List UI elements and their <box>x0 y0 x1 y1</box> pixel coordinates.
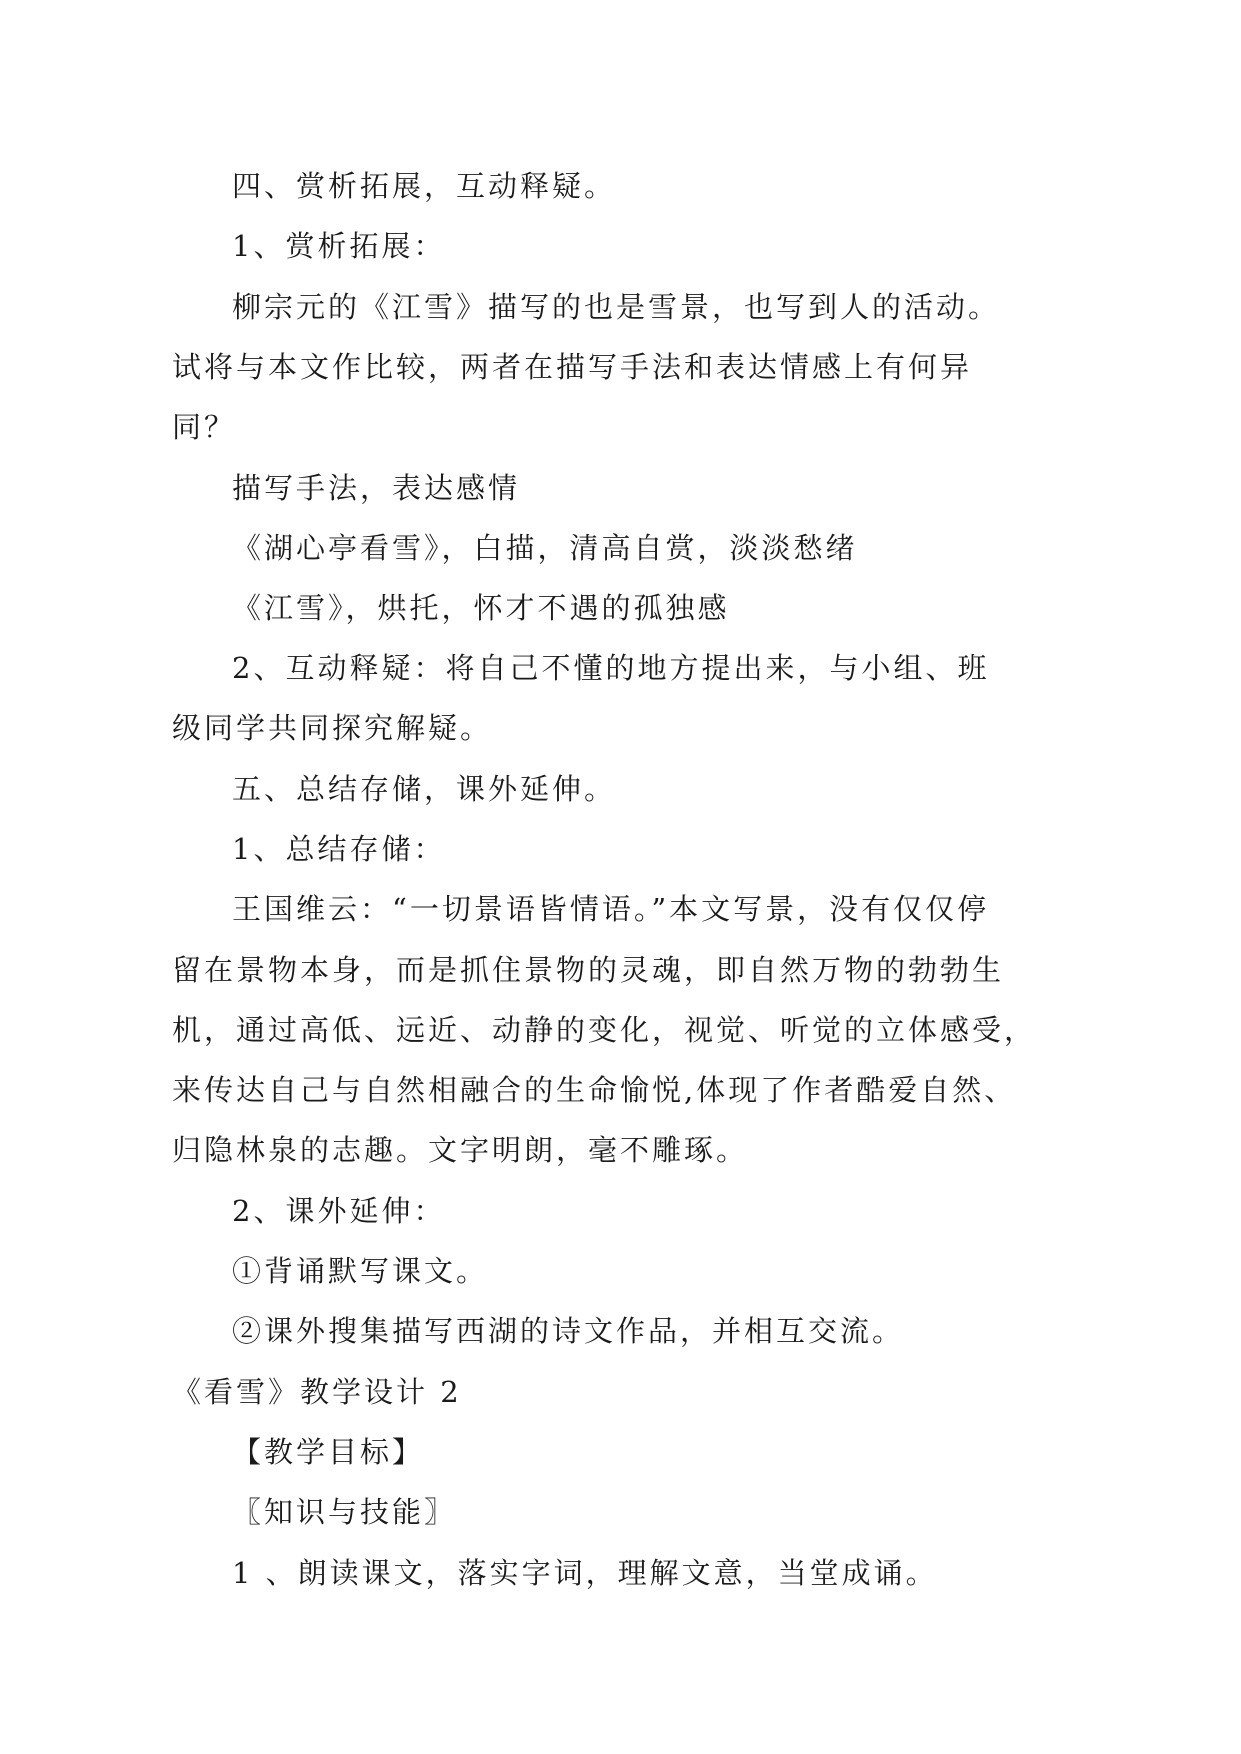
section-heading: 四、赏析拓展，互动释疑。 <box>232 169 617 203</box>
section-heading: 【教学目标】 <box>232 1435 425 1469</box>
document-title: 《看雪》教学设计 2 <box>172 1375 462 1409</box>
paragraph-line: 级同学共同探究解疑。 <box>172 711 493 745</box>
list-item: ②课外搜集描写西湖的诗文作品，并相互交流。 <box>232 1314 905 1348</box>
paragraph-line: 同？ <box>172 410 237 444</box>
subsection-heading: 1、总结存储： <box>232 832 446 866</box>
subsection-heading: 1、赏析拓展： <box>232 229 446 263</box>
comparison-row: 《湖心亭看雪》，白描，清高自赏，淡淡愁绪 <box>232 531 858 565</box>
comparison-row: 《江雪》，烘托，怀才不遇的孤独感 <box>232 591 730 625</box>
list-item: ①背诵默写课文。 <box>232 1254 489 1288</box>
paragraph-line: 归隐林泉的志趣。文字明朗，毫不雕琢。 <box>172 1133 749 1167</box>
paragraph-line: 柳宗元的《江雪》描写的也是雪景，也写到人的活动。 <box>232 290 1001 324</box>
paragraph-line: 留在景物本身，而是抓住景物的灵魂，即自然万物的勃勃生 <box>172 953 1005 987</box>
comparison-header: 描写手法，表达感情 <box>232 471 521 505</box>
paragraph-line: 2、互动释疑：将自己不懂的地方提出来，与小组、班 <box>232 651 990 685</box>
paragraph-line: 试将与本文作比较，两者在描写手法和表达情感上有何异 <box>172 350 973 384</box>
section-heading: 五、总结存储，课外延伸。 <box>232 772 617 806</box>
subsection-heading: 〖知识与技能〗 <box>232 1495 457 1529</box>
paragraph-line: 王国维云：“一切景语皆情语。”本文写景，没有仅仅停 <box>232 892 990 926</box>
paragraph-line: 来传达自己与自然相融合的生命愉悦,体现了作者酷爱自然、 <box>172 1073 1017 1107</box>
paragraph-line: 机，通过高低、远近、动静的变化，视觉、听觉的立体感受， <box>172 1013 1037 1047</box>
list-item: 1 、朗读课文，落实字词，理解文意，当堂成诵。 <box>232 1556 938 1590</box>
subsection-heading: 2、课外延伸： <box>232 1194 446 1228</box>
